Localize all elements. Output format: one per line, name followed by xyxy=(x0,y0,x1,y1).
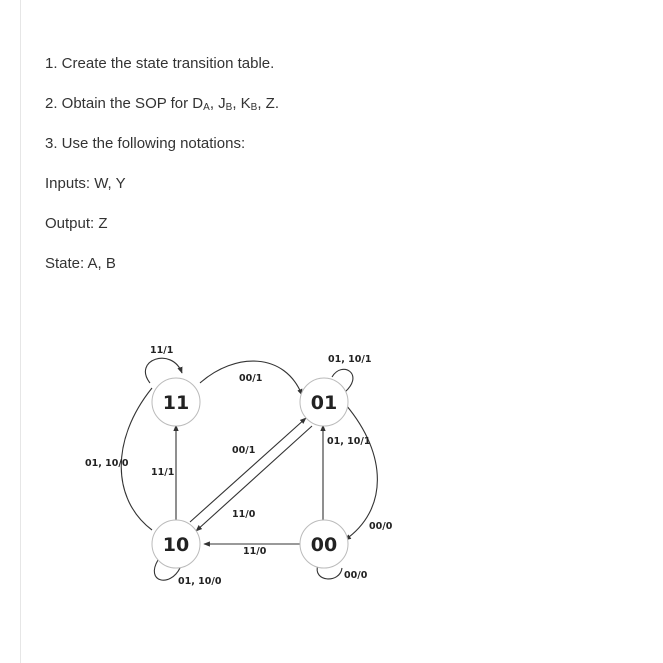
label-diag-01-to-10: 11/0 xyxy=(232,509,256,520)
instruction-1: 1. Create the state transition table. xyxy=(45,55,275,72)
inputs-notation: Inputs: W, Y xyxy=(45,175,126,192)
label-vertical-10-to-11: 11/1 xyxy=(151,467,175,478)
state-11-label: 11 xyxy=(162,392,190,414)
state-notation: State: A, B xyxy=(45,255,116,272)
instruction-2-suffix: , Z. xyxy=(257,95,280,112)
label-right-arc: 00/0 xyxy=(369,521,393,532)
label-diag-10-to-01: 00/1 xyxy=(232,445,256,456)
output-notation: Output: Z xyxy=(45,215,108,232)
instruction-2-prefix: 2. Obtain the SOP for D xyxy=(45,95,204,112)
sub-b1: B xyxy=(225,102,233,113)
label-self-00: 00/0 xyxy=(344,570,368,581)
label-vertical-00-to-01: 01, 10/1 xyxy=(327,436,371,447)
state-00-label: 00 xyxy=(310,534,338,556)
state-01 xyxy=(300,378,348,426)
label-self-01: 01, 10/1 xyxy=(328,354,372,365)
sub-a: A xyxy=(203,102,210,113)
instruction-2-sep1: , J xyxy=(209,95,226,112)
sub-b2: B xyxy=(250,102,258,113)
state-11 xyxy=(152,378,200,426)
label-self-11: 11/1 xyxy=(150,345,174,356)
state-10-label: 10 xyxy=(162,534,190,556)
instruction-3: 3. Use the following notations: xyxy=(45,135,246,152)
label-horiz-00-to-10: 11/0 xyxy=(243,546,267,557)
diag-10-to-01 xyxy=(190,418,306,522)
label-left-arc: 01, 10/0 xyxy=(85,458,129,469)
right-arc-01-00 xyxy=(345,405,377,540)
state-01-label: 01 xyxy=(310,392,338,414)
label-arc-11-to-01: 00/1 xyxy=(239,373,263,384)
instruction-2-sep2: , K xyxy=(232,95,251,112)
state-10 xyxy=(152,520,200,568)
label-self-10: 01, 10/0 xyxy=(178,576,222,587)
state-00 xyxy=(300,520,348,568)
